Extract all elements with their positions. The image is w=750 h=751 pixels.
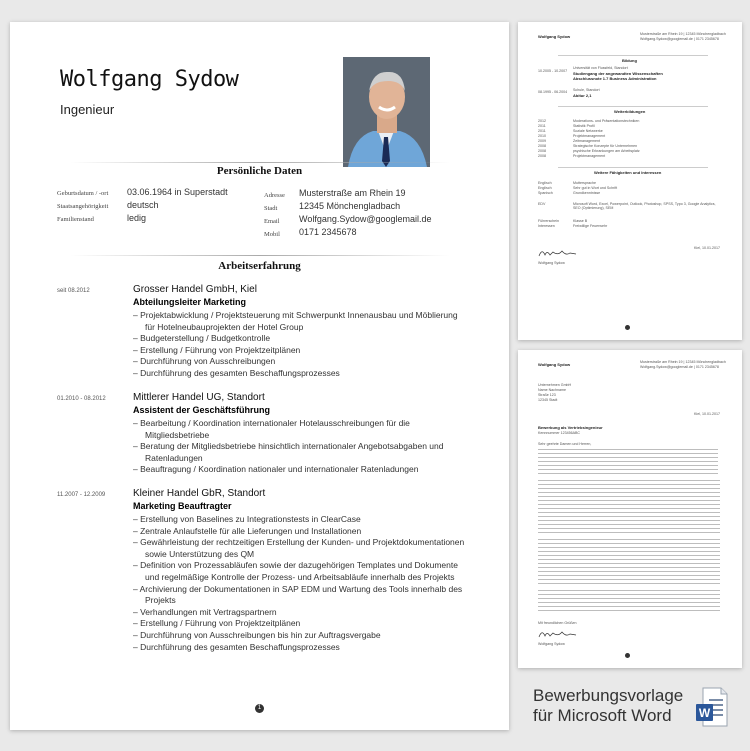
skill-label: Führerschein [538, 219, 559, 223]
list-item: – Durchführung von Ausschreibungen bis hin zur Auftragsvergabe [133, 630, 468, 642]
training-text: psychische Erkrankungen am Arbeitsplatz [573, 149, 640, 153]
list-item: – Erstellung / Führung von Projektzeitplänen [133, 345, 468, 357]
job-bullets [133, 418, 468, 476]
marital-value: ledig [127, 213, 147, 223]
page-number [625, 653, 630, 658]
header-address: Musterstraße am Rhein 19 | 12345 Mönchengladbach [640, 360, 726, 364]
list-item: – Durchführung des gesamten Beschaffungsprozesses [133, 642, 468, 654]
job-bullets [133, 310, 468, 380]
list-item: – Gewährleistung der rechtzeitigen Erstellung der Kunden- und Projektdokumentationen sowie Unterstützung des QM [133, 537, 468, 560]
page-number: 1 [255, 704, 264, 713]
header-contact: Wolfgang.Sydow@googlemail.de | 0171 2345678 [640, 365, 719, 369]
list-item: – Erstellung von Baselines zu Integrationstests in ClearCase [133, 514, 468, 526]
edu-date: 08.1995 - 06.2004 [538, 90, 568, 94]
address-value: Musterstraße am Rhein 19 [299, 188, 406, 198]
page-number [625, 325, 630, 330]
training-text: Statistik Profil [573, 124, 595, 128]
letter-paragraph [538, 539, 720, 587]
nationality-label: Staatsangehörigkeit [57, 203, 109, 210]
training-year: 2011 [538, 129, 546, 133]
training-text: Projektmanagement [573, 154, 606, 158]
job-date: 11.2007 - 12.2009 [57, 492, 106, 498]
education-heading: Bildung [622, 58, 637, 63]
job-role: Marketing Beauftragter [133, 501, 232, 511]
letter-ref: Kennnummer 123456ABC [538, 431, 580, 435]
resume-page-2 [518, 22, 742, 340]
skill-text: Klasse B [573, 219, 588, 223]
edu-school: Schule, Standort [573, 88, 600, 92]
recipient-line: Unternehmen GmbH [538, 383, 572, 387]
edu-degree: Studiengang der angewandten Wissenschaften [573, 71, 663, 76]
list-item: – Bearbeitung / Koordination internationaler Hotelausschreibungen für die Mitgliedsbetriebe [133, 418, 468, 441]
skill-text: Freiwillige Feuerwehr [573, 224, 608, 228]
training-text: Projektmanagement [573, 134, 606, 138]
applicant-photo [343, 57, 430, 167]
training-year: 2008 [538, 149, 546, 153]
skill-label: Spanisch [538, 191, 553, 195]
list-item: – Zentrale Anlaufstelle für alle Lieferungen und Installationen [133, 526, 468, 538]
training-year: 2012 [538, 119, 546, 123]
signature-icon [538, 628, 578, 640]
signature-name: Wolfgang Sydow [538, 642, 565, 646]
job-bullets [133, 514, 468, 653]
edu-degree: Abitur 2,1 [573, 93, 592, 98]
skill-text: Muttersprache [573, 181, 596, 185]
job-company: Grosser Handel GmbH, Kiel [133, 284, 257, 295]
list-item: – Projektabwicklung / Projektsteuerung mit Schwerpunkt Innenausbau und Möblierung für Hotelneubauprojekten der Hotel Group [133, 310, 468, 333]
edu-school: Universität von Flussfeld, Standort [573, 66, 628, 70]
birth-value: 03.06.1964 in Superstadt [127, 187, 228, 197]
list-item: – Erstellung / Führung von Projektzeitplänen [133, 618, 468, 630]
skill-text: Grundkenntnisse [573, 191, 601, 195]
header-address: Musterstraße am Rhein 19 | 12345 Mönchengladbach [640, 32, 726, 36]
mobile-value: 0171 2345678 [299, 227, 357, 237]
job-role: Assistent der Geschäftsführung [133, 405, 271, 415]
applicant-name: Wolfgang Sydow [60, 67, 239, 92]
header-contact: Wolfgang.Sydow@googlemail.de | 0171 2345678 [640, 37, 719, 41]
address-label: Adresse [264, 192, 285, 199]
training-text: Soziale Netzwerke [573, 129, 603, 133]
nationality-value: deutsch [127, 200, 159, 210]
letter-salutation: Sehr geehrte Damen und Herren, [538, 442, 592, 446]
training-text: Moderations- und Präsentationstechniken [573, 119, 640, 123]
recipient-line: Name Nachname [538, 388, 566, 392]
header-name: Wolfgang Sydow [538, 34, 571, 39]
list-item: – Verhandlungen mit Vertragspartnern [133, 607, 468, 619]
training-year: 2008 [538, 144, 546, 148]
signature-name: Wolfgang Sydow [538, 261, 565, 265]
skill-label: Interessen [538, 224, 555, 228]
personal-data-heading: Persönliche Daten [216, 165, 303, 177]
training-heading: Weiterbildungen [614, 109, 646, 114]
recipient-line: Straße 123 [538, 393, 556, 397]
marital-label: Familienstand [57, 216, 94, 223]
city-label: Stadt [264, 205, 278, 212]
list-item: – Archivierung der Dokumentationen in SAP EDM und Wartung des Tools innerhalb des Projekts [133, 584, 468, 607]
place-date: Kiel, 10.01.2017 [694, 246, 720, 250]
job-company: Mittlerer Handel UG, Standort [133, 392, 265, 403]
training-year: 2011 [538, 124, 546, 128]
job-company: Kleiner Handel GbR, Standort [133, 488, 266, 499]
training-year: 2010 [538, 134, 546, 138]
skill-label: EDV [538, 202, 546, 206]
caption-line-2: für Microsoft Word [533, 706, 672, 725]
job-role: Abteilungsleiter Marketing [133, 297, 247, 307]
header-name: Wolfgang Sydow [538, 362, 571, 367]
experience-heading: Arbeitserfahrung [218, 260, 301, 272]
birth-label: Geburtsdatum / -ort [57, 190, 109, 197]
letter-subject: Bewerbung als Vertriebsingenieur [538, 425, 603, 430]
svg-text:W: W [698, 706, 711, 720]
cover-letter-page [518, 350, 742, 668]
email-value: Wolfgang.Sydow@googlemail.de [299, 214, 432, 224]
training-text: Zeitmanagement [573, 139, 600, 143]
training-year: 2009 [538, 139, 546, 143]
skill-text: Sehr gut in Wort und Schrift [573, 186, 618, 190]
training-year: 2008 [538, 154, 546, 158]
letter-paragraph [538, 449, 718, 477]
list-item: – Budgeterstellung / Budgetkontrolle [133, 333, 468, 345]
letter-closing: Mit freundlichen Grüßen [538, 621, 577, 625]
list-item: – Beratung der Mitgliedsbetriebe hinsichtlich internationaler Angebotsabgaben und Ratenladungen [133, 441, 468, 464]
training-text: Strategische Konzepte für Unternehmen [573, 144, 638, 148]
email-label: Email [264, 218, 280, 225]
edu-date: 10.2005 - 10.2007 [538, 69, 568, 73]
skill-label: Englisch [538, 181, 552, 185]
letter-date: Kiel, 10.01.2017 [694, 412, 720, 416]
list-item: – Beauftragung / Koordination nationaler und internationaler Ratenladungen [133, 464, 468, 476]
job-date: 01.2010 - 08.2012 [57, 396, 106, 402]
list-item: – Durchführung des gesamten Beschaffungsprozesses [133, 368, 468, 380]
job-date: seit 08.2012 [57, 288, 90, 294]
city-value: 12345 Mönchengladbach [299, 201, 401, 211]
recipient-line: 12345 Stadt [538, 398, 558, 402]
applicant-title: Ingenieur [60, 102, 115, 117]
mobile-label: Mobil [264, 231, 280, 238]
signature-icon [538, 247, 578, 259]
word-document-icon [695, 687, 728, 727]
letter-paragraph [538, 480, 720, 536]
list-item: – Definition von Prozessabläufen sowie der dazugehörigen Templates und Dokumente und regelmäßige Kontrolle der Prozess- und Arbeitsabläufe innerhalb des Projekts [133, 560, 468, 583]
caption-line-1: Bewerbungsvorlage [533, 686, 684, 705]
skill-label: Englisch [538, 186, 552, 190]
list-item: – Durchführung von Ausschreibungen [133, 356, 468, 368]
resume-page-1 [10, 22, 509, 730]
skill-text: Microsoft Word, Excel, Powerpoint, Outlook, Photoshop, SPSS, Typo 3, Google Analytics, SEO (Optimierung), SEM [573, 202, 716, 210]
letter-paragraph [538, 590, 720, 614]
skills-heading: Weitere Fähigkeiten und Interessen [594, 170, 662, 175]
edu-grade: Abschlussnote 1.7 Business Administration [573, 76, 657, 81]
